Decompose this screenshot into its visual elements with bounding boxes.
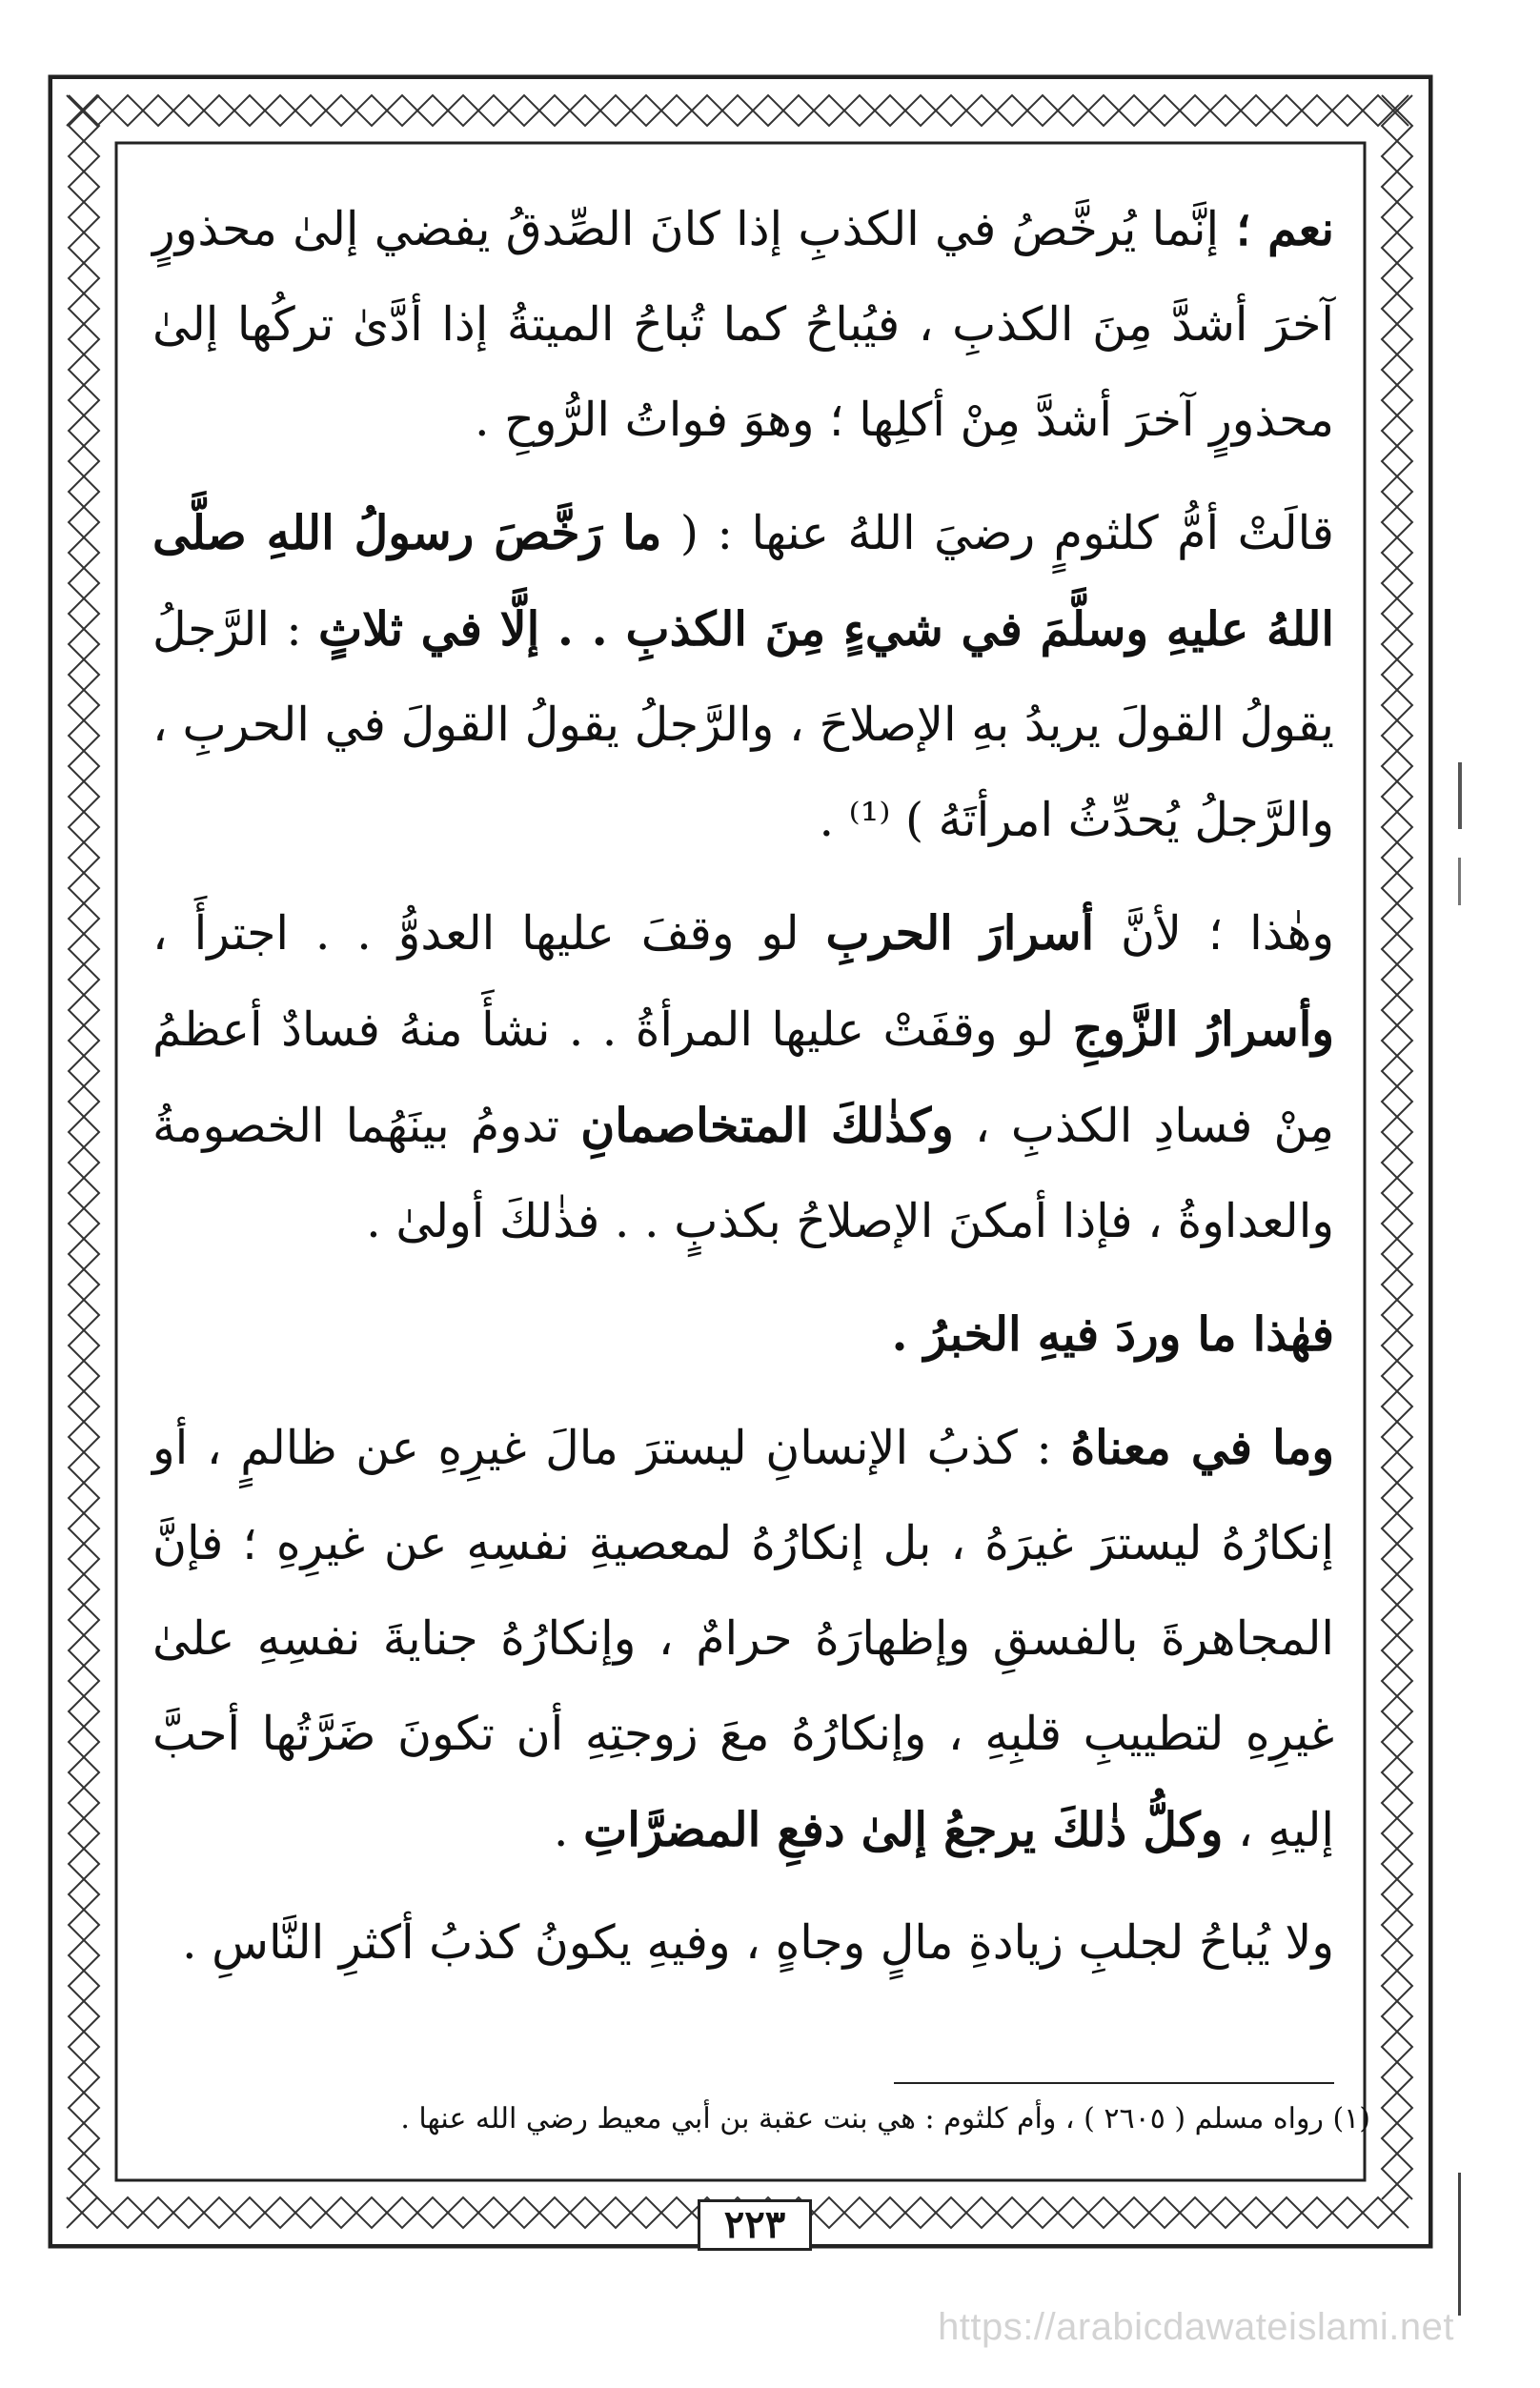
- footnote: (١) رواه مسلم ( ٢٦٠٥ ) ، وأم كلثوم : هي بنت عقبة بن أبي معيط رضي الله عنها .: [400, 2102, 1370, 2135]
- bold-text: وأسرارُ الزَّوجِ: [1072, 1002, 1334, 1057]
- paragraph: [152, 181, 1334, 468]
- paragraph: [152, 1400, 1334, 1878]
- scan-mark: [1458, 762, 1462, 829]
- footnote-separator: [894, 2082, 1334, 2084]
- body-text: .: [553, 1803, 584, 1857]
- page-number: ٢٢٣: [698, 2199, 812, 2251]
- paragraph: [152, 885, 1334, 1269]
- paragraph: [152, 1895, 1334, 1991]
- bold-text: ما رَخَّصَ رسولُ اللهِ صلَّى اللهُ عليهِ وسلَّمَ في شيءٍ مِنَ الكذبِ . . إلَّا في ثلاثٍ: [152, 505, 1335, 657]
- paragraph: [152, 1286, 1334, 1383]
- bold-text: وكذٰلكَ المتخاصمانِ: [580, 1098, 954, 1153]
- bold-text: فهٰذا ما وردَ فيهِ الخبرُ .: [891, 1306, 1334, 1362]
- body-text: لو وقفَتْ عليها المرأةُ . . نشأَ منهُ فسادٌ أعظمُ مِنْ فسادِ الكذبِ ،: [152, 1002, 1335, 1153]
- body-text: تدومُ بينَهُما الخصومةُ والعداوةُ ، فإذا أمكنَ الإصلاحُ بكذبٍ . . فذٰلكَ أولىٰ .: [152, 1099, 1334, 1248]
- bold-text: وما في معناهُ: [1070, 1420, 1334, 1475]
- body-text: إنَّما يُرخَّصُ في الكذبِ إذا كانَ الصِّدقُ يفضي إلىٰ محذورٍ آخرَ أشدَّ مِنَ الكذبِ ، فيُباحُ كما تُباحُ الميتةُ إذا أدَّىٰ تركُها إلىٰ محذورٍ آخرَ أشدَّ مِنْ أكلِها ؛ وهوَ فواتُ الرُّوحِ .: [152, 202, 1334, 447]
- bold-text: أسرارَ الحربِ: [825, 905, 1095, 961]
- body-text: : الرَّجلُ يقولُ القولَ يريدُ بهِ الإصلاحَ ، والرَّجلُ يقولُ القولَ في الحربِ ، والرَّجلُ يُحدِّثُ امرأتَهُ ) ⁽¹⁾ .: [152, 602, 1334, 847]
- bold-text: وكلُّ ذٰلكَ يرجعُ إلىٰ دفعِ المضرَّاتِ: [583, 1802, 1224, 1857]
- bold-text: نعم ؛: [1219, 201, 1334, 256]
- scan-mark: [1458, 858, 1461, 905]
- body-text: ولا يُباحُ لجلبِ زيادةِ مالٍ وجاهٍ ، وفيهِ يكونُ كذبُ أكثرِ النَّاسِ .: [182, 1915, 1334, 1970]
- body-text: : كذبُ الإنسانِ ليسترَ مالَ غيرِهِ عن ظالمٍ ، أو إنكارُهُ ليسترَ غيرَهُ ، بل إنكارُهُ لمعصيةِ نفسِهِ عن غيرِهِ ؛ فإنَّ المجاهرةَ بالفسقِ وإظهارَهُ حرامٌ ، وإنكارُهُ جنايةَ نفسِهِ علىٰ غيرِهِ لتطييبِ قلبِهِ ، وإنكارُهُ معَ زوجتِهِ أن تكونَ ضَرَّتُها أحبَّ إليهِ ،: [152, 1421, 1334, 1857]
- body-text: لو وقفَ عليها العدوُّ . . اجترأَ ،: [152, 906, 826, 961]
- main-text: [152, 181, 1334, 2020]
- scan-mark: [1458, 2173, 1461, 2316]
- body-text: وهٰذا ؛ لأنَّ: [1094, 906, 1334, 961]
- body-text: قالَتْ أمُّ كلثومٍ رضيَ اللهُ عنها : (: [661, 506, 1334, 560]
- watermark-url: https://arabicdawateislami.net: [938, 2306, 1454, 2348]
- paragraph: [152, 485, 1334, 868]
